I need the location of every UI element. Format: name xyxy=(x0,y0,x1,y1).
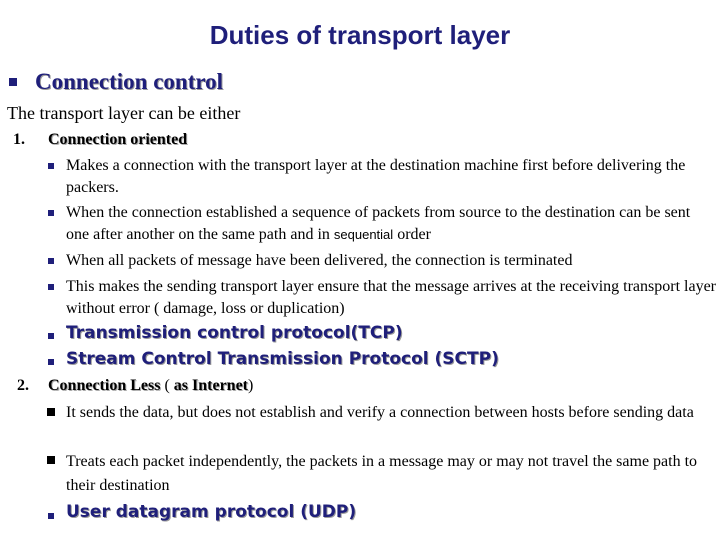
paren-open: ( xyxy=(160,377,174,394)
connection-oriented-label: Connection oriented xyxy=(48,131,188,148)
square-bullet-icon xyxy=(48,210,54,216)
page-title: Duties of transport layer xyxy=(209,20,511,50)
bullet-text: Treats each packet independently, the packets in a message may or may not travel the same path to their destination xyxy=(66,453,698,494)
protocol-udp: User datagram protocol (UDP) xyxy=(66,502,357,522)
connection-less-label xyxy=(48,377,253,395)
bullet-text xyxy=(66,202,716,246)
bullet-text: When all packets of message have been delivered, the connection is terminated xyxy=(66,252,573,269)
protocol-tcp: Transmission control protocol(TCP) xyxy=(66,323,403,343)
sequential-word: sequential xyxy=(333,227,394,242)
square-bullet-icon xyxy=(48,163,54,169)
as-internet-bold: as Internet xyxy=(173,377,248,394)
connection-less-bold: Connection Less xyxy=(48,377,161,394)
paren-close: ) xyxy=(248,377,254,394)
bullet-text-part: order xyxy=(397,226,431,243)
square-bullet-icon xyxy=(48,258,54,264)
protocol-sctp: Stream Control Transmission Protocol (SCTP) xyxy=(66,349,499,369)
bullet-text: It sends the data, but does not establish and verify a connection between hosts before sending data xyxy=(66,404,694,421)
square-bullet-icon xyxy=(9,78,17,86)
square-bullet-icon xyxy=(48,359,54,365)
bullet-text: Makes a connection with the transport layer at the destination machine first before delivering the packers. xyxy=(66,157,686,196)
square-bullet-icon xyxy=(48,333,54,339)
intro-text: The transport layer can be either xyxy=(7,103,241,123)
square-bullet-icon xyxy=(47,456,55,464)
square-bullet-icon xyxy=(48,513,54,519)
square-bullet-icon xyxy=(48,284,54,290)
bullet-text-part: When the connection established a sequence of packets from source to the destination can be sent one after another on the same path and in xyxy=(66,204,691,243)
bullet-text: This makes the sending transport layer ensure that the message arrives at the receiving transport layer without error ( damage, loss or duplication) xyxy=(66,278,716,317)
item-number-1: 1. xyxy=(13,131,25,148)
item-number-2: 2. xyxy=(17,377,29,394)
square-bullet-icon xyxy=(47,408,55,416)
section-heading: Connection control xyxy=(35,69,224,94)
